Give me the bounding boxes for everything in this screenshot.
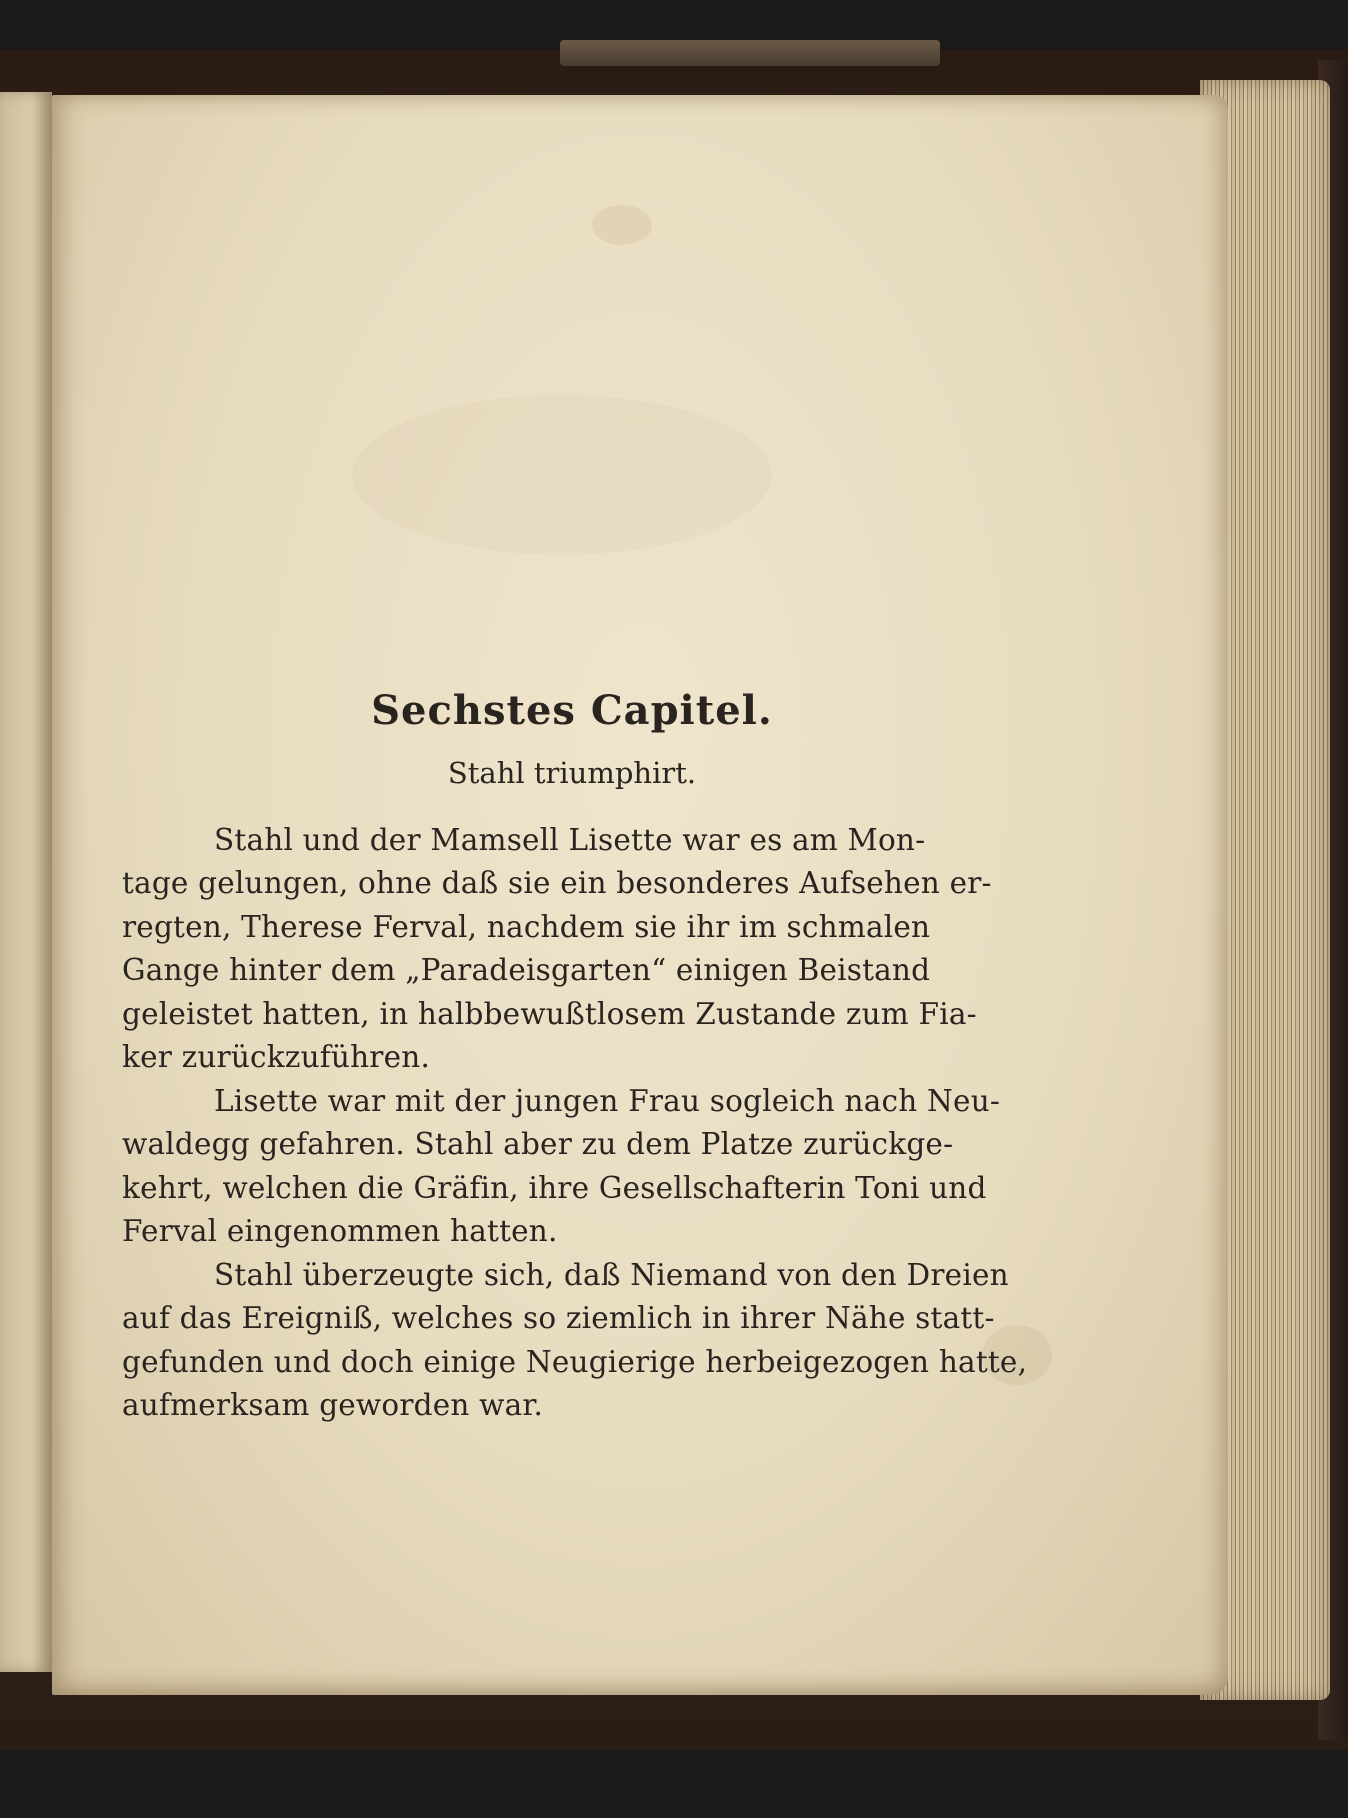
- paragraph-2: [122, 1080, 1022, 1254]
- chapter-title: Sechstes Capitel.: [371, 687, 773, 734]
- book-spine-top: [560, 40, 940, 66]
- text-line: aufmerksam geworden war.: [122, 1388, 544, 1423]
- text-line: regten, Therese Ferval, nachdem sie ihr im schmalen: [122, 909, 931, 944]
- text-line: ker zurückzuführen.: [122, 1040, 431, 1075]
- text-line: geleistet hatten, in halbbewußtlosem Zustande zum Fia-: [122, 996, 977, 1031]
- page-text: [122, 685, 1028, 1428]
- text-line: gefunden und doch einige Neugierige herbeigezogen hatte,: [122, 1344, 1028, 1379]
- chapter-subtitle: Stahl triumphirt.: [447, 756, 697, 790]
- text-line: Gange hinter dem „Paradeisgarten“ einigen Beistand: [122, 953, 931, 988]
- facing-page-sliver: [0, 92, 52, 1672]
- text-line: Lisette war mit der jungen Frau sogleich nach Neu-: [214, 1083, 1001, 1118]
- text-line: waldegg gefahren. Stahl aber zu dem Platze zurückge-: [122, 1127, 954, 1162]
- paper-stain: [592, 205, 652, 245]
- text-line: kehrt, welchen die Gräfin, ihre Gesellschafterin Toni und: [122, 1170, 987, 1205]
- text-line: Ferval eingenommen hatten.: [122, 1214, 558, 1249]
- text-line: auf das Ereigniß, welches so ziemlich in ihrer Nähe statt-: [122, 1301, 995, 1336]
- paragraph-1: [122, 819, 1022, 1080]
- book-page: [52, 95, 1228, 1695]
- text-line: Stahl überzeugte sich, daß Niemand von den Dreien: [214, 1257, 1009, 1292]
- text-line: tage gelungen, ohne daß sie ein besonderes Aufsehen er-: [122, 866, 992, 901]
- text-line: Stahl und der Mamsell Lisette war es am Mon-: [214, 822, 926, 857]
- paragraph-3: [122, 1254, 1028, 1428]
- show-through-text: [352, 395, 772, 555]
